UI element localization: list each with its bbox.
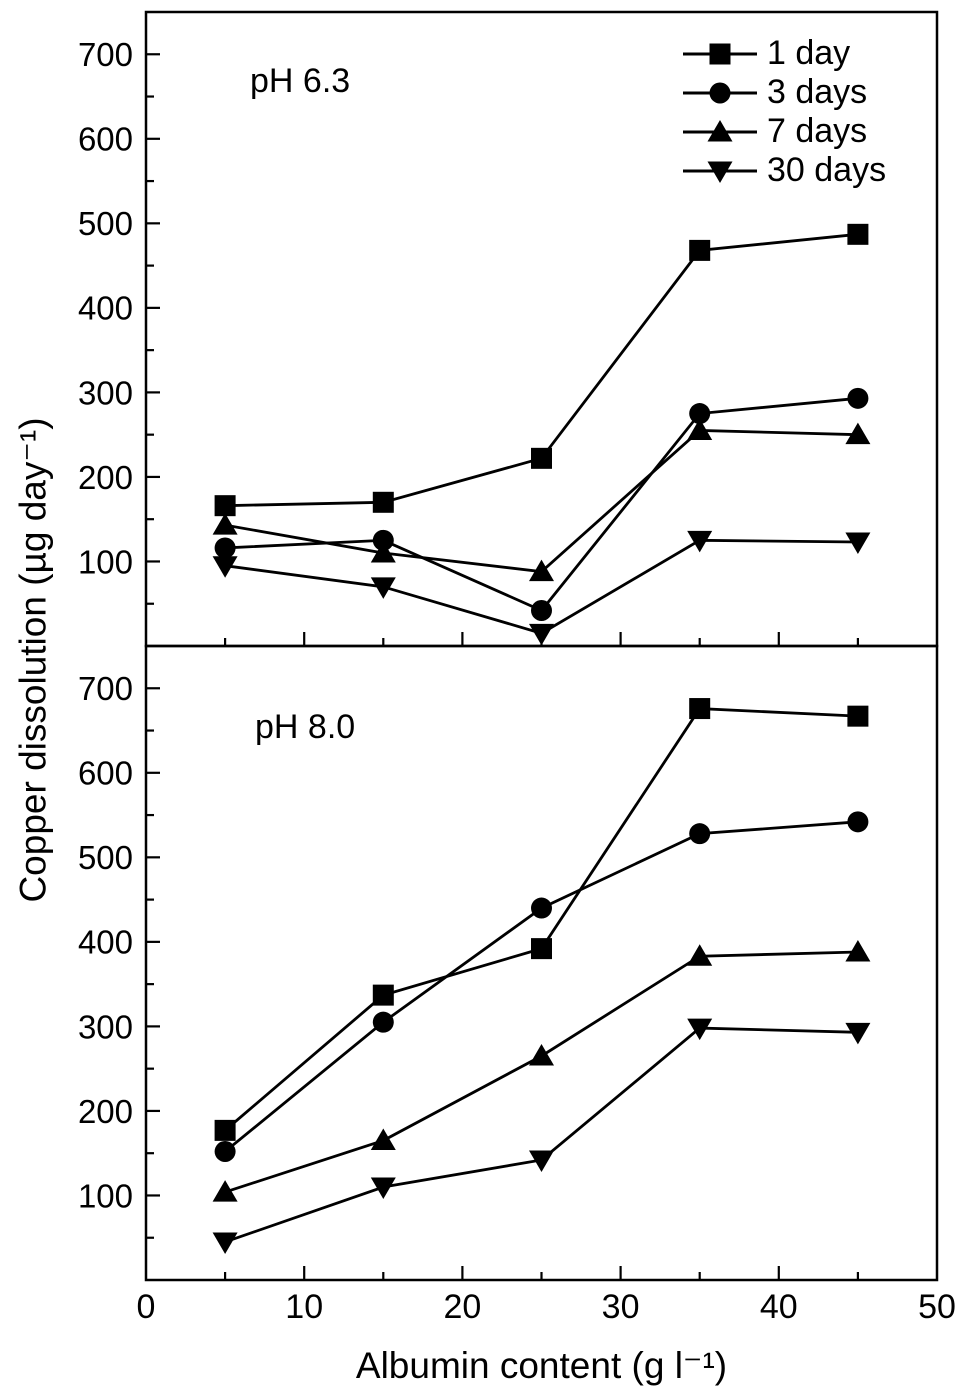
data-point-marker xyxy=(710,82,731,103)
data-point-marker xyxy=(689,240,710,261)
y-tick-label: 600 xyxy=(77,754,133,792)
data-point-marker xyxy=(215,537,236,558)
square-marker-icon xyxy=(683,40,757,68)
series-7-days xyxy=(213,418,871,581)
legend-item-3-days xyxy=(683,73,886,112)
y-tick-label: 700 xyxy=(77,670,133,708)
y-tick-label: 100 xyxy=(77,1177,133,1215)
data-point-marker xyxy=(845,940,870,962)
y-tick-label: 400 xyxy=(77,923,133,961)
data-point-marker xyxy=(213,1232,238,1254)
y-tick-label: 400 xyxy=(77,289,133,327)
data-point-marker xyxy=(845,1023,870,1045)
panel1-ph-annotation: pH 6.3 xyxy=(250,62,351,100)
data-point-marker xyxy=(215,495,236,516)
data-point-marker xyxy=(847,706,868,727)
legend-label: 30 days xyxy=(767,151,887,189)
circle-marker-icon xyxy=(683,79,757,107)
panel-2 xyxy=(78,646,956,1326)
y-tick-label: 600 xyxy=(77,120,133,158)
data-point-marker xyxy=(373,1012,394,1033)
data-point-marker xyxy=(531,600,552,621)
series-line xyxy=(225,709,858,1131)
data-point-marker xyxy=(531,448,552,469)
data-point-marker xyxy=(531,938,552,959)
legend-label: 7 days xyxy=(767,112,868,150)
y-tick-label: 200 xyxy=(77,458,133,496)
data-point-marker xyxy=(529,624,554,646)
triangle-down-marker-icon xyxy=(683,157,757,185)
series-line xyxy=(225,822,858,1152)
legend xyxy=(683,34,886,190)
x-tick-label: 10 xyxy=(285,1288,324,1326)
data-point-marker xyxy=(215,1120,236,1141)
data-point-marker xyxy=(687,418,712,440)
data-point-marker xyxy=(847,811,868,832)
series-1-day xyxy=(215,224,869,516)
panel2-ph-annotation: pH 8.0 xyxy=(255,708,356,746)
data-point-marker xyxy=(689,823,710,844)
series-30-days xyxy=(213,531,871,645)
y-tick-label: 700 xyxy=(77,36,133,74)
data-point-marker xyxy=(213,513,238,535)
x-tick-label: 40 xyxy=(759,1288,798,1326)
data-point-marker xyxy=(215,1141,236,1162)
x-tick-label: 20 xyxy=(443,1288,482,1326)
x-tick-label: 0 xyxy=(136,1288,156,1326)
legend-item-1-day xyxy=(683,34,886,73)
data-point-marker xyxy=(371,1178,396,1200)
triangle-up-marker-icon xyxy=(683,118,757,146)
legend-item-30-days xyxy=(683,151,886,190)
y-tick-label: 500 xyxy=(77,205,133,243)
data-point-marker xyxy=(373,492,394,513)
data-point-marker xyxy=(213,1180,238,1202)
data-point-marker xyxy=(531,898,552,919)
series-3-days xyxy=(215,811,869,1162)
data-point-marker xyxy=(847,224,868,245)
x-tick-label: 30 xyxy=(601,1288,640,1326)
legend-label: 1 day xyxy=(767,34,851,72)
series-1-day xyxy=(215,698,869,1141)
x-tick-label: 50 xyxy=(918,1288,956,1326)
legend-label: 3 days xyxy=(767,73,868,111)
data-point-marker xyxy=(529,1044,554,1066)
y-tick-label: 500 xyxy=(77,839,133,877)
legend-item-7-days xyxy=(683,112,886,151)
data-point-marker xyxy=(371,1129,396,1151)
y-tick-label: 300 xyxy=(77,374,133,412)
data-point-marker xyxy=(689,698,710,719)
y-tick-label: 200 xyxy=(77,1092,133,1130)
data-point-marker xyxy=(710,43,731,64)
data-point-marker xyxy=(373,985,394,1006)
y-tick-label: 300 xyxy=(77,1008,133,1046)
x-axis-title: Albumin content (g l⁻¹) xyxy=(355,1345,728,1386)
y-tick-label: 100 xyxy=(77,543,133,581)
data-point-marker xyxy=(847,388,868,409)
y-axis-title: Copper dissolution (µg day⁻¹) xyxy=(12,417,54,903)
